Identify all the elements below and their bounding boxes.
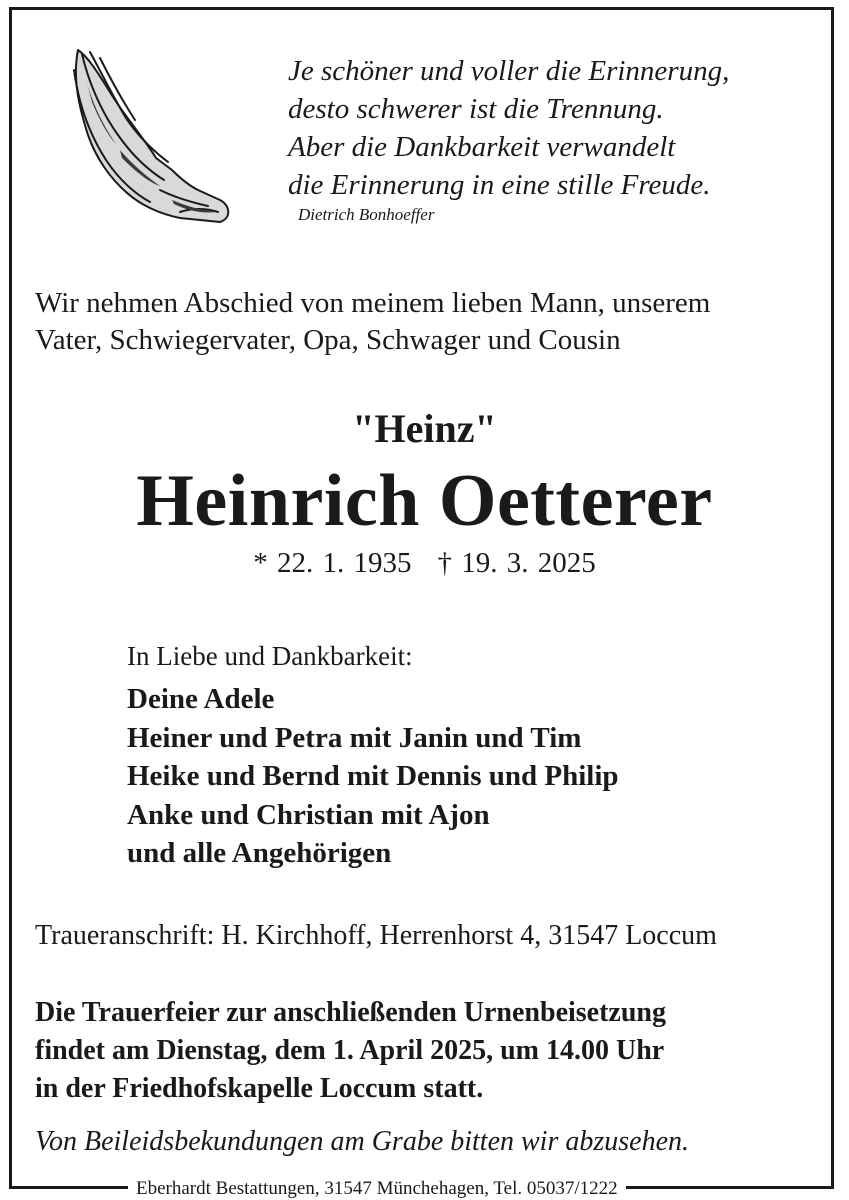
mourner-line: Anke und Christian mit Ajon bbox=[127, 798, 490, 831]
quote-line: Aber die Dankbarkeit verwandelt bbox=[288, 131, 676, 163]
intro-text bbox=[35, 285, 710, 359]
ceremony-line: Die Trauerfeier zur anschließenden Urnenbeisetzung bbox=[35, 997, 666, 1028]
quote-author: Dietrich Bonhoeffer bbox=[298, 205, 435, 224]
mourners-list bbox=[127, 680, 619, 873]
intro-line: Wir nehmen Abschied von meinem lieben Mann, unserem bbox=[35, 287, 711, 319]
life-dates bbox=[0, 547, 849, 580]
quote-line: desto schwerer ist die Trennung. bbox=[288, 93, 664, 125]
condolence-note: Von Beileidsbekundungen am Grabe bitten wir abzusehen. bbox=[35, 1126, 690, 1157]
deceased-nickname: "Heinz" bbox=[352, 406, 497, 451]
funeral-home-footer: Eberhardt Bestattungen, 31547 Münchehagen, Tel. 05037/1222 bbox=[128, 1178, 626, 1200]
quote-line: Je schöner und voller die Erinnerung, bbox=[288, 55, 730, 87]
mourner-line: Heike und Bernd mit Dennis und Philip bbox=[127, 760, 619, 792]
quote-block bbox=[288, 52, 729, 204]
intro-line: Vater, Schwiegervater, Opa, Schwager und Cousin bbox=[35, 324, 621, 356]
birth-date: * 22. 1. 1935 bbox=[253, 547, 412, 579]
ceremony-info bbox=[35, 994, 666, 1108]
ceremony-line: findet am Dienstag, dem 1. April 2025, um 14.00 Uhr bbox=[35, 1035, 665, 1066]
deceased-name: Heinrich Oetterer bbox=[136, 460, 713, 542]
mourner-line: und alle Angehörigen bbox=[127, 837, 392, 869]
death-date: † 19. 3. 2025 bbox=[437, 547, 596, 579]
mourning-address: Traueranschrift: H. Kirchhoff, Herrenhorst 4, 31547 Loccum bbox=[35, 920, 717, 951]
quote-line: die Erinnerung in eine stille Freude. bbox=[288, 169, 711, 201]
praying-hands-icon bbox=[60, 40, 235, 225]
mourner-line: Deine Adele bbox=[127, 683, 275, 715]
mourner-line: Heiner und Petra mit Janin und Tim bbox=[127, 721, 582, 754]
ceremony-line: in der Friedhofskapelle Loccum statt. bbox=[35, 1073, 484, 1104]
mourners-heading: In Liebe und Dankbarkeit: bbox=[127, 641, 413, 671]
